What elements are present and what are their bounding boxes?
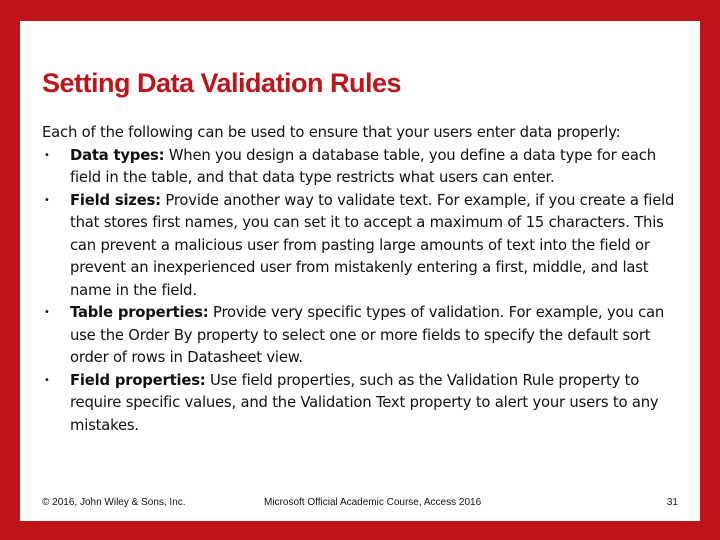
bullet-icon: •: [44, 374, 50, 386]
bullet-field-properties: [42, 370, 687, 438]
bullet-text: Provide another way to validate text. For example, if you create a field that stores first names, you can set it to accept a maximum of 15 characters. This can prevent a malicious user from pasting large amounts of text into the field or prevent an inexperienced user from mistakenly entering a first, middle, and last name in the field.: [70, 191, 675, 299]
bullet-field-sizes: [42, 190, 687, 303]
footer-page-number: 31: [666, 497, 678, 508]
bullet-term: Table properties:: [70, 304, 209, 321]
bullet-icon: •: [44, 149, 50, 161]
footer-copyright: © 2016, John Wiley & Sons, Inc.: [42, 497, 186, 508]
bullet-term: Data types:: [70, 146, 165, 164]
bullet-table-properties: [42, 302, 687, 370]
bullet-icon: •: [44, 194, 50, 206]
footer-course: Microsoft Official Academic Course, Access 2016: [264, 497, 482, 508]
bullet-icon: •: [44, 307, 50, 318]
intro-text: Each of the following can be used to ensure that your users enter data properly:: [42, 124, 621, 141]
slide: [20, 21, 700, 521]
slide-title: Setting Data Validation Rules: [42, 68, 402, 98]
bullet-text: Provide very specific types of validation. For example, you can use the Order By property to select one or more fields to specify the default sort order of rows in Datasheet view.: [70, 304, 665, 366]
bullet-term: Field properties:: [70, 371, 206, 389]
bullet-data-types: [42, 145, 687, 190]
bullet-term: Field sizes:: [70, 191, 161, 209]
slide-body: [42, 122, 687, 437]
bullet-text: When you design a database table, you define a data type for each field in the table, and that data type restricts what users can enter.: [70, 146, 656, 186]
bullet-text: Use field properties, such as the Validation Rule property to require specific values, and the Validation Text property to alert your users to any mistakes.: [70, 371, 659, 434]
bullet-list: [42, 145, 687, 438]
